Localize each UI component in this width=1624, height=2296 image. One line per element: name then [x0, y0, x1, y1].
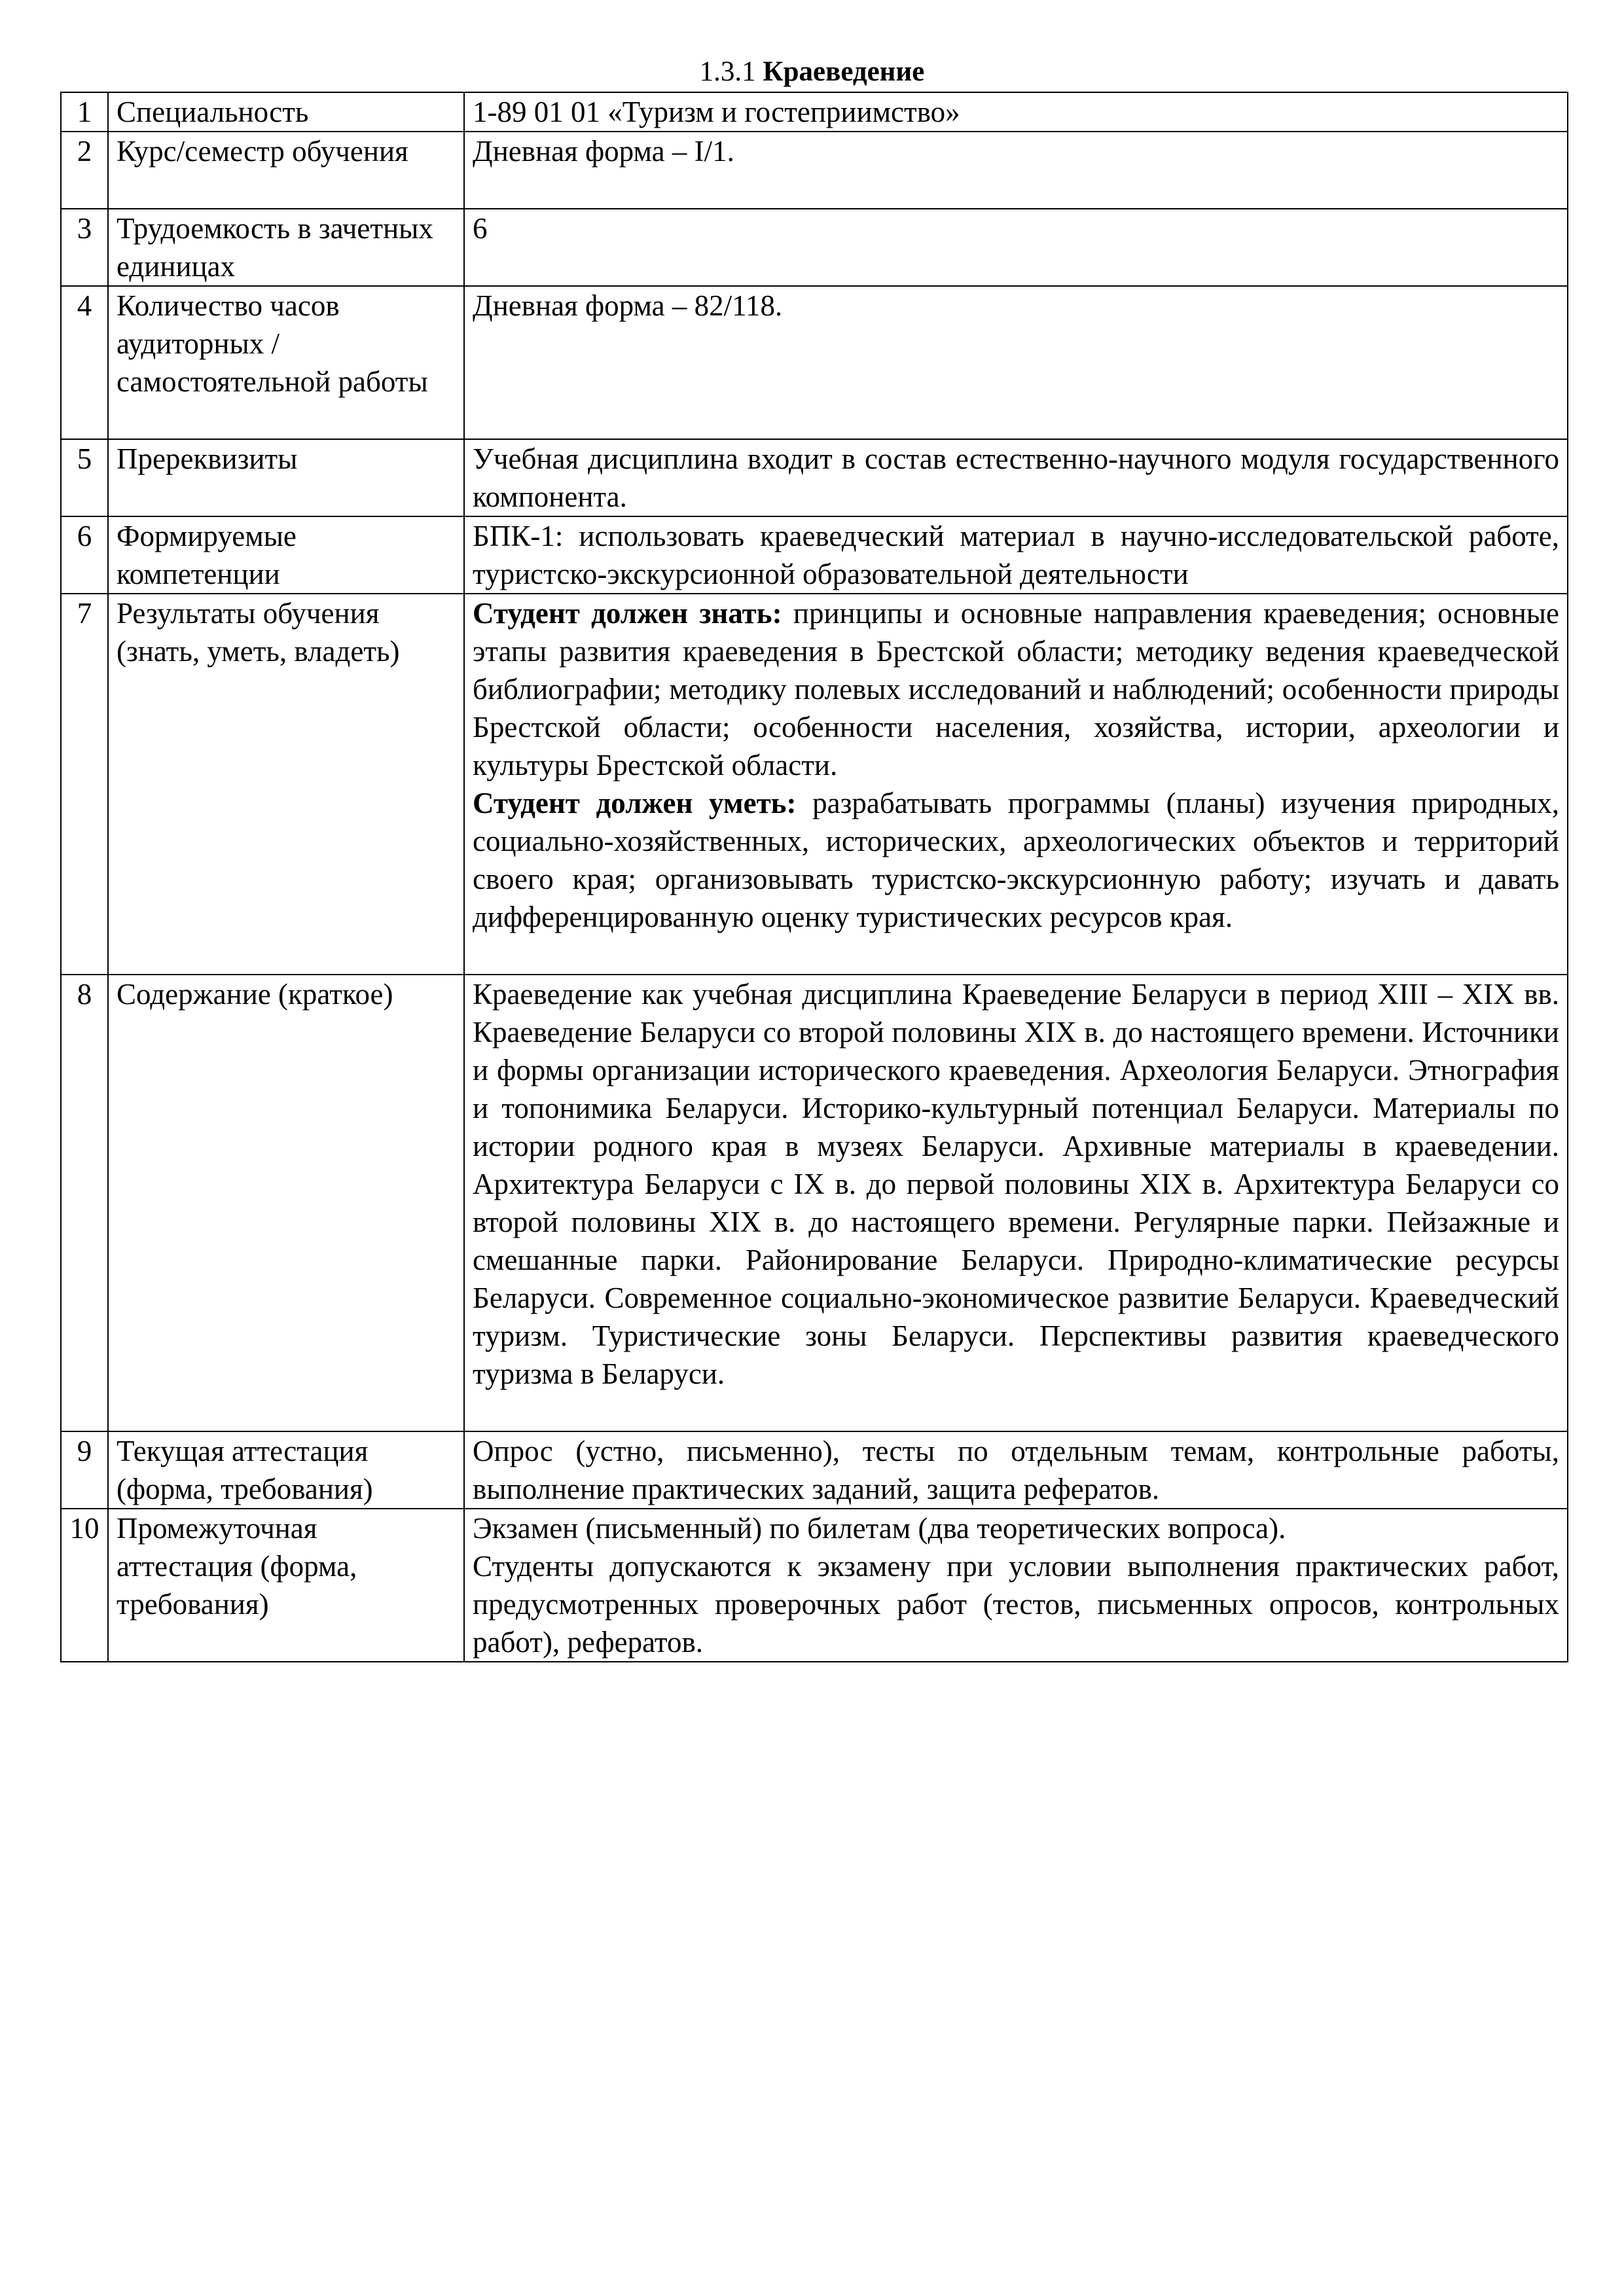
row-number: 5 [61, 439, 108, 516]
exam-admission-line: Студенты допускаются к экзамену при условии выполнения практических работ, предусмотренных проверочных работ (тестов, письменных опросов, контрольных работ), рефератов. [473, 1550, 1559, 1659]
row-number: 2 [61, 132, 108, 209]
row-label-prerequisites: Пререквизиты [108, 439, 464, 516]
row-number: 9 [61, 1431, 108, 1509]
row-value-learning-outcomes [464, 594, 1568, 975]
row-value-content: Краеведение как учебная дисциплина Краеведение Беларуси в период XIII – XIX вв. Краеведение Беларуси со второй половины XIX в. до настоящего времени. Источники и формы организации исторического краеведения. Археология Беларуси. Этнография и топонимика Беларуси. Историко-культурный потенциал Беларуси. Материалы по истории родного края в музеях Беларуси. Архивные материалы в краеведении. Архитектура Беларуси с IX в. до первой половины XIX в. Архитектура Беларуси со второй половины XIX в. до настоящего времени. Регулярные парки. Пейзажные и смешанные парки. Районирование Беларуси. Природно-климатические ресурсы Беларуси. Современное социально-экономическое развитие Беларуси. Краеведческий туризм. Туристические зоны Беларуси. Перспективы развития краеведческого туризма в Беларуси. [464, 975, 1568, 1431]
outcomes-know-text: принципы и основные направления краеведения; основные этапы развития краеведения в Брестской области; методику ведения краеведческой библиографии; методику полевых исследований и наблюдений; особенности природы Брестской области; особенности населения, хозяйства, истории, археологии и культуры Брестской области. [473, 597, 1560, 781]
row-value-credits: 6 [464, 209, 1568, 286]
row-number: 6 [61, 516, 108, 594]
outcomes-can-text: разрабатывать программы (планы) изучения природных, социально-хозяйственных, исторических, археологических объектов и территорий своего края; организовывать туристско-экскурсионную работу; изучать и давать дифференцированную оценку туристических ресурсов края. [473, 787, 1560, 933]
section-number: 1.3.1 [699, 56, 756, 87]
row-number: 3 [61, 209, 108, 286]
exam-format-line: Экзамен (письменный) по билетам (два теоретических вопроса). [473, 1512, 1286, 1545]
section-heading [0, 54, 1624, 90]
table-row [61, 92, 1568, 132]
row-label-hours: Количество часов аудиторных / самостоятельной работы [108, 286, 464, 439]
row-number: 8 [61, 975, 108, 1431]
row-label-competencies: Формируемые компетенции [108, 516, 464, 594]
row-value-specialty: 1-89 01 01 «Туризм и гостеприимство» [464, 92, 1568, 132]
row-label-learning-outcomes: Результаты обучения (знать, уметь, владеть) [108, 594, 464, 975]
row-value-prerequisites: Учебная дисциплина входит в состав естественно-научного модуля государственного компонента. [464, 439, 1568, 516]
table-row [61, 286, 1568, 439]
row-value-intermediate-assessment [464, 1509, 1568, 1662]
course-spec-table [60, 92, 1568, 1662]
table-row [61, 594, 1568, 975]
row-value-current-assessment: Опрос (устно, письменно), тесты по отдельным темам, контрольные работы, выполнение практических заданий, защита рефератов. [464, 1431, 1568, 1509]
table-row [61, 975, 1568, 1431]
row-number: 4 [61, 286, 108, 439]
section-title: Краеведение [763, 56, 925, 87]
row-label-specialty: Специальность [108, 92, 464, 132]
row-label-intermediate-assessment: Промежуточная аттестация (форма, требования) [108, 1509, 464, 1662]
row-number: 1 [61, 92, 108, 132]
table-row [61, 439, 1568, 516]
row-label-course-semester: Курс/семестр обучения [108, 132, 464, 209]
outcomes-can-lead: Студент должен уметь: [473, 787, 797, 819]
outcomes-know-lead: Студент должен знать: [473, 597, 782, 630]
row-label-current-assessment: Текущая аттестация (форма, требования) [108, 1431, 464, 1509]
row-number: 7 [61, 594, 108, 975]
row-label-credits: Трудоемкость в зачетных единицах [108, 209, 464, 286]
row-value-hours: Дневная форма – 82/118. [464, 286, 1568, 439]
table-row [61, 516, 1568, 594]
outcomes-know-paragraph [473, 594, 1559, 784]
row-label-content: Содержание (краткое) [108, 975, 464, 1431]
row-number: 10 [61, 1509, 108, 1662]
row-value-competencies: БПК-1: использовать краеведческий материал в научно-исследовательской работе, туристско-экскурсионной образовательной деятельности [464, 516, 1568, 594]
table-row [61, 132, 1568, 209]
row-value-course-semester: Дневная форма – I/1. [464, 132, 1568, 209]
outcomes-can-paragraph [473, 784, 1559, 936]
table-row [61, 1509, 1568, 1662]
table-row [61, 1431, 1568, 1509]
table-row [61, 209, 1568, 286]
